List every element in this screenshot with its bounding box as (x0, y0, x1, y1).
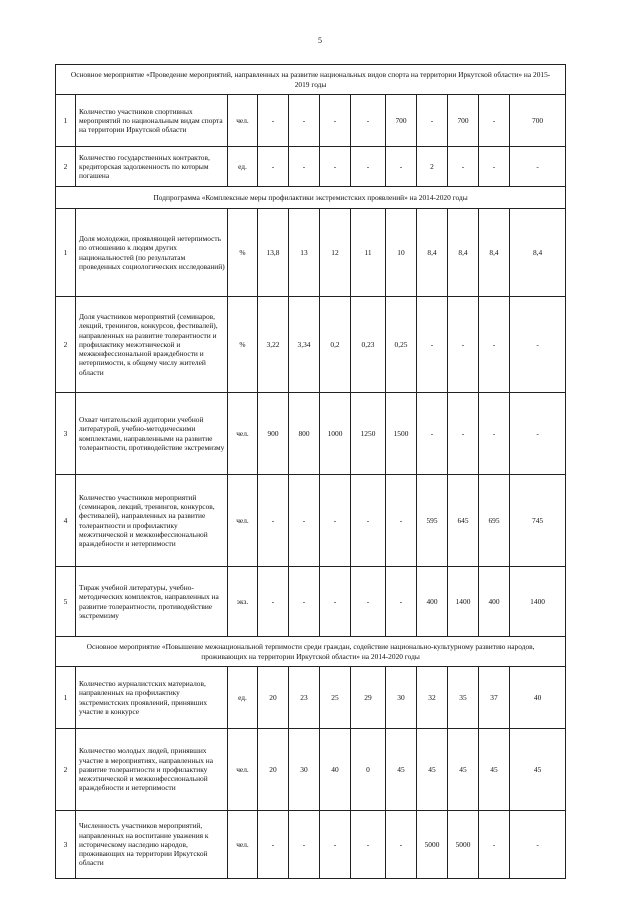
value-cell: - (417, 95, 448, 147)
value-cell: 0 (351, 729, 386, 811)
value-cell: 8,4 (479, 209, 510, 297)
value-cell: 8,4 (510, 209, 566, 297)
value-cell: 2 (417, 147, 448, 187)
value-cell: - (479, 393, 510, 475)
value-cell: - (386, 475, 417, 567)
value-cell: - (258, 95, 289, 147)
section-title: Основное мероприятие «Повышение межнациональной терпимости среди граждан, содействие национально-культурному развитию народов, проживающих на территории Иркутской области» на 2014-2020 годы (56, 637, 566, 667)
value-cell: 8,4 (417, 209, 448, 297)
value-cell: 700 (448, 95, 479, 147)
value-cell: 37 (479, 667, 510, 729)
row-number: 3 (56, 393, 76, 475)
value-cell: - (289, 95, 320, 147)
row-number: 4 (56, 475, 76, 567)
value-cell: 1250 (351, 393, 386, 475)
table-row (56, 147, 566, 187)
value-cell: - (289, 475, 320, 567)
table-row (56, 567, 566, 637)
value-cell: 11 (351, 209, 386, 297)
value-cell: 700 (386, 95, 417, 147)
unit-cell: чел. (228, 811, 258, 879)
row-number: 1 (56, 209, 76, 297)
value-cell: 10 (386, 209, 417, 297)
value-cell: - (448, 393, 479, 475)
row-number: 2 (56, 147, 76, 187)
section-title: Основное мероприятие «Проведение мероприятий, направленных на развитие национальных видов спорта на территории Иркутской области» на 2015-2019 годы (56, 65, 566, 95)
value-cell: 1400 (448, 567, 479, 637)
value-cell: 595 (417, 475, 448, 567)
value-cell: 700 (510, 95, 566, 147)
value-cell: 45 (448, 729, 479, 811)
value-cell: 1400 (510, 567, 566, 637)
unit-cell: ед. (228, 147, 258, 187)
value-cell: - (320, 475, 351, 567)
value-cell: - (320, 811, 351, 879)
value-cell: - (386, 567, 417, 637)
unit-cell: % (228, 209, 258, 297)
value-cell: 20 (258, 667, 289, 729)
value-cell: 3,34 (289, 297, 320, 393)
value-cell: 30 (386, 667, 417, 729)
value-cell: 45 (386, 729, 417, 811)
value-cell: 745 (510, 475, 566, 567)
page-number: 5 (318, 36, 322, 45)
value-cell: 645 (448, 475, 479, 567)
table-row (56, 95, 566, 147)
value-cell: 40 (510, 667, 566, 729)
indicator-name: Количество журналистских материалов, направленных на профилактику экстремистских проявлений, принявших участие в конкурсе (76, 667, 228, 729)
unit-cell: чел. (228, 393, 258, 475)
value-cell: - (417, 297, 448, 393)
unit-cell: ед. (228, 667, 258, 729)
value-cell: - (258, 811, 289, 879)
value-cell: 1000 (320, 393, 351, 475)
value-cell: 30 (289, 729, 320, 811)
value-cell: 13 (289, 209, 320, 297)
value-cell: - (479, 95, 510, 147)
value-cell: 0,2 (320, 297, 351, 393)
table-row (56, 475, 566, 567)
value-cell: - (289, 567, 320, 637)
value-cell: 12 (320, 209, 351, 297)
unit-cell: экз. (228, 567, 258, 637)
row-number: 2 (56, 297, 76, 393)
value-cell: 3,22 (258, 297, 289, 393)
value-cell: - (479, 811, 510, 879)
value-cell: - (479, 147, 510, 187)
value-cell: 32 (417, 667, 448, 729)
indicators-table (55, 64, 566, 879)
value-cell: 0,23 (351, 297, 386, 393)
table-row (56, 209, 566, 297)
value-cell: - (258, 567, 289, 637)
indicator-name: Количество государственных контрактов, кредиторская задолженность по которым погашена (76, 147, 228, 187)
value-cell: - (448, 297, 479, 393)
value-cell: 45 (417, 729, 448, 811)
section-header-row (56, 637, 566, 667)
value-cell: 695 (479, 475, 510, 567)
table-row (56, 729, 566, 811)
unit-cell: чел. (228, 729, 258, 811)
indicator-name: Охват читательской аудитории учебной литературой, учебно-методическими комплектами, направленными на развитие толерантности, противодействие экстремизму (76, 393, 228, 475)
indicator-name: Численность участников мероприятий, направленных на воспитание уважения к историческому наследию народов, проживающих на территории Иркутской области (76, 811, 228, 879)
value-cell: - (448, 147, 479, 187)
indicator-name: Количество участников спортивных мероприятий по национальным видам спорта на территории Иркутской области (76, 95, 228, 147)
value-cell: - (479, 297, 510, 393)
indicator-name: Количество молодых людей, принявших участие в мероприятиях, направленных на развитие толерантности и профилактику межэтнической и межконфессиональной враждебности и нетерпимости (76, 729, 228, 811)
value-cell: 45 (479, 729, 510, 811)
value-cell: 900 (258, 393, 289, 475)
value-cell: 35 (448, 667, 479, 729)
row-number: 2 (56, 729, 76, 811)
table-row (56, 393, 566, 475)
value-cell: - (351, 567, 386, 637)
value-cell: - (351, 147, 386, 187)
value-cell: - (258, 475, 289, 567)
value-cell: 800 (289, 393, 320, 475)
value-cell: 23 (289, 667, 320, 729)
value-cell: 29 (351, 667, 386, 729)
section-header-row (56, 65, 566, 95)
value-cell: - (289, 147, 320, 187)
indicator-name: Тираж учебной литературы, учебно-методических комплектов, направленных на развитие толерантности, противодействие экстремизму (76, 567, 228, 637)
value-cell: - (510, 811, 566, 879)
value-cell: - (510, 147, 566, 187)
value-cell: - (386, 811, 417, 879)
row-number: 3 (56, 811, 76, 879)
row-number: 1 (56, 95, 76, 147)
indicator-name: Количество участников мероприятий (семинаров, лекций, тренингов, конкурсов, фестивалей), направленных на развитие толерантности и профилактику межэтнической и межконфессиональной враждебности и нетерпимости (76, 475, 228, 567)
value-cell: 400 (479, 567, 510, 637)
value-cell: - (320, 147, 351, 187)
value-cell: - (386, 147, 417, 187)
value-cell: 13,8 (258, 209, 289, 297)
value-cell: - (510, 393, 566, 475)
row-number: 1 (56, 667, 76, 729)
value-cell: - (351, 811, 386, 879)
row-number: 5 (56, 567, 76, 637)
value-cell: 5000 (417, 811, 448, 879)
unit-cell: чел. (228, 475, 258, 567)
value-cell: - (351, 95, 386, 147)
value-cell: - (289, 811, 320, 879)
value-cell: - (320, 567, 351, 637)
value-cell: - (258, 147, 289, 187)
value-cell: - (320, 95, 351, 147)
value-cell: - (351, 475, 386, 567)
table-row (56, 297, 566, 393)
section-header-row (56, 187, 566, 209)
value-cell: 0,25 (386, 297, 417, 393)
value-cell: - (510, 297, 566, 393)
value-cell: 8,4 (448, 209, 479, 297)
table-row (56, 667, 566, 729)
section-title: Подпрограмма «Комплексные меры профилактики экстремистских проявлений» на 2014-2020 годы (56, 187, 566, 209)
unit-cell: % (228, 297, 258, 393)
value-cell: 40 (320, 729, 351, 811)
value-cell: - (417, 393, 448, 475)
value-cell: 400 (417, 567, 448, 637)
table-row (56, 811, 566, 879)
value-cell: 5000 (448, 811, 479, 879)
unit-cell: чел. (228, 95, 258, 147)
value-cell: 25 (320, 667, 351, 729)
indicator-name: Доля участников мероприятий (семинаров, лекций, тренингов, конкурсов, фестивалей), направленных на развитие толерантности и профилактику межэтнической и межконфессиональной враждебности и нетерпимости, к общему числу жителей области (76, 297, 228, 393)
value-cell: 45 (510, 729, 566, 811)
value-cell: 1500 (386, 393, 417, 475)
value-cell: 20 (258, 729, 289, 811)
indicator-name: Доля молодежи, проявляющей нетерпимость по отношению к людям других национальностей (по результатам проведенных социологических исследований) (76, 209, 228, 297)
